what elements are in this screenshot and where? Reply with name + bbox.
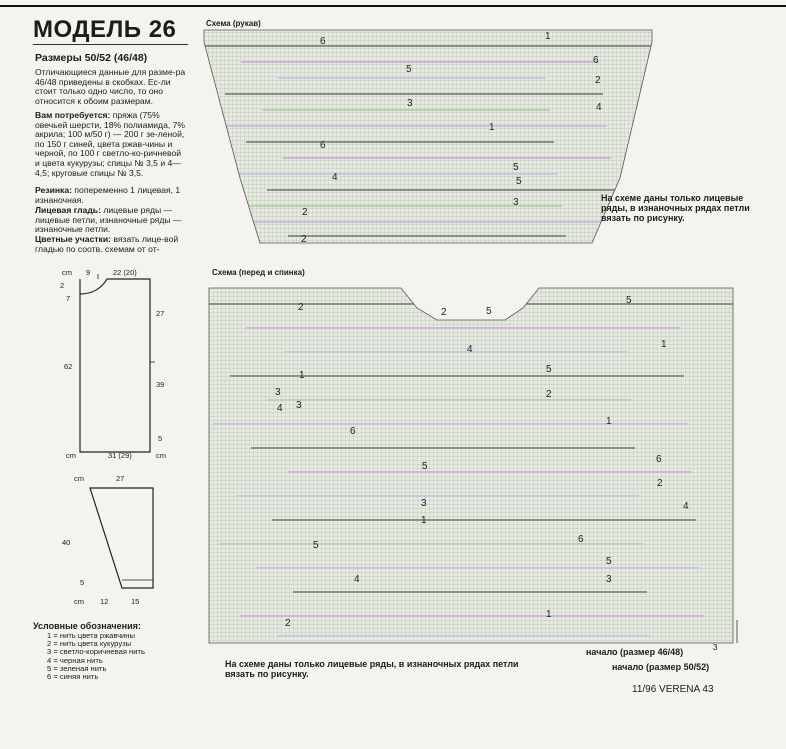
sleeve-color-number: 4	[596, 102, 602, 113]
body-color-number: 6	[656, 454, 662, 465]
body-color-number: 1	[299, 370, 305, 381]
body-color-number: 3	[296, 400, 302, 411]
stockinette-text: лицевые ряды — лицевые петли, изнаночные ряды — изнаночные петли.	[35, 205, 182, 235]
body-color-number: 3	[606, 574, 612, 585]
body-color-number: 4	[467, 344, 473, 355]
sleeve-color-number: 2	[595, 75, 601, 86]
top-rule	[0, 5, 786, 7]
body-color-number: 1	[546, 609, 552, 620]
body-color-number: 2	[298, 302, 304, 313]
legend-title: Условные обозначения:	[33, 621, 141, 631]
color-areas-label: Цветные участки:	[35, 234, 112, 244]
sleeve-chart-note: На схеме даны только лицевые ряды, в изнаночных рядах петли вязать по рисунку.	[601, 193, 750, 223]
sleeve-color-number: 4	[332, 172, 338, 183]
sleeve-color-number: 1	[545, 31, 551, 42]
body-chart-note: На схеме даны только лицевые ряды, в изнаночных рядах петли вязать по рисунку.	[225, 659, 519, 679]
body-color-number: 2	[441, 307, 447, 318]
front-dim-right-39: 39	[156, 380, 165, 389]
front-pattern-outline	[80, 279, 150, 452]
sleeve-chart-grid	[200, 28, 660, 248]
front-dim-bottom-unit-right: cm	[156, 451, 166, 460]
body-color-number: 6	[350, 426, 356, 437]
front-dim-left-2: 2	[60, 281, 65, 290]
body-color-number: 4	[354, 574, 360, 585]
sleeve-dim-left-40: 40	[62, 538, 71, 547]
sizes-heading: Размеры 50/52 (46/48)	[35, 52, 148, 64]
sleeve-chart-title: Схема (рукав)	[206, 19, 261, 28]
body-color-number: 4	[683, 501, 689, 512]
sleeve-dim-bottom-unit: cm	[74, 597, 84, 606]
sleeve-color-number: 6	[320, 36, 326, 47]
body-color-number: 3	[421, 498, 427, 509]
sleeve-dim-unit-top: cm	[74, 474, 84, 483]
body-chart	[205, 280, 745, 650]
body-color-number: 4	[277, 403, 283, 414]
title-underline	[33, 44, 188, 45]
body-color-number: 1	[421, 515, 427, 526]
sleeve-color-number: 6	[320, 140, 326, 151]
sleeve-color-number: 1	[489, 122, 495, 133]
legend-item: 4 = черная нить	[47, 655, 103, 665]
start-size-50: начало (размер 50/52)	[612, 662, 710, 672]
sleeve-color-number: 3	[407, 98, 413, 109]
sleeve-pattern-outline	[90, 488, 153, 588]
sleeve-color-number: 5	[516, 176, 522, 187]
legend-list	[47, 632, 145, 681]
body-chart-title: Схема (перед и спинка)	[212, 268, 305, 277]
rib-paragraph	[35, 186, 188, 205]
front-dim-top-right: 22 (20)	[113, 268, 137, 277]
rib-label: Резинка:	[35, 185, 72, 195]
legend-item: 6 = синяя нить	[47, 672, 99, 682]
page-title: МОДЕЛЬ 26	[33, 16, 177, 43]
body-color-number: 1	[606, 416, 612, 427]
stockinette-paragraph	[35, 206, 188, 235]
sleeve-color-number: 3	[513, 197, 519, 208]
body-color-number: 5	[486, 306, 492, 317]
body-color-number: 2	[285, 618, 291, 629]
sleeve-dim-top: 27	[116, 474, 125, 483]
front-dim-unit-top: cm	[62, 268, 72, 277]
body-color-number: 5	[422, 461, 428, 472]
body-color-number: 3	[275, 387, 281, 398]
body-color-number: 5	[626, 295, 632, 306]
body-color-number: 1	[661, 339, 667, 350]
body-color-number: 2	[657, 478, 663, 489]
front-dim-right-5: 5	[158, 434, 163, 443]
color-areas-paragraph	[35, 235, 188, 254]
sleeve-color-number: 5	[406, 64, 412, 75]
sleeve-color-number: 2	[301, 234, 307, 245]
front-dim-bottom-unit-left: cm	[66, 451, 76, 460]
materials-text: пряжа (75% овечьей шерсти, 18% полиамида, 7% акрила; 100 м/50 г) — 200 г зе-леной, по 150 г синей, цвета ржав-чины и черной, по 100 г светло-ко-ричневой и цвета кукурузы; спицы № 3,5 и 4—4,5; круговые спицы № 3,5.	[35, 110, 186, 178]
sleeve-dim-left-5: 5	[80, 578, 85, 587]
legend-item: 5 = зеленая нить	[47, 663, 107, 673]
intro-text: Отличающиеся данные для разме-ра 46/48 приведены в скобках. Ес-ли стоит только одно число, то оно относится к обоим размерам.	[35, 67, 186, 106]
materials-label: Вам потребуется:	[35, 110, 111, 120]
body-color-number: 6	[578, 534, 584, 545]
body-chart-grid	[205, 280, 745, 650]
body-color-number: 5	[606, 556, 612, 567]
front-dim-bottom-width: 31 (29)	[108, 451, 132, 460]
sleeve-dim-bottom-12: 12	[100, 597, 109, 606]
front-dim-right-27: 27	[156, 309, 165, 318]
legend-item: 3 = светло-коричневая нить	[47, 647, 145, 657]
sleeve-color-number: 6	[593, 55, 599, 66]
color-areas-text: вязать лице-вой гладью по соотв. схемам от от-	[35, 234, 179, 254]
sleeve-color-number: 5	[513, 162, 519, 173]
start-size-46-mark: 3	[713, 643, 718, 652]
legend-item: 2 = нить цвета кукурузы	[47, 639, 132, 649]
sleeve-pattern-diagram	[60, 470, 170, 605]
materials-paragraph	[35, 111, 188, 178]
stockinette-label: Лицевая гладь:	[35, 205, 101, 215]
sleeve-color-number: 2	[302, 207, 308, 218]
sleeve-chart	[200, 28, 660, 248]
rib-text: попеременно 1 лицевая, 1 изнаночная.	[35, 185, 181, 205]
front-dim-left-62: 62	[64, 362, 73, 371]
legend-item: 1 = нить цвета ржавчины	[47, 631, 135, 640]
body-color-number: 2	[546, 389, 552, 400]
sleeve-dim-bottom-15: 15	[131, 597, 140, 606]
start-size-46: начало (размер 46/48)	[586, 647, 684, 657]
body-color-number: 5	[546, 364, 552, 375]
page-footer: 11/96 VERENA 43	[632, 684, 714, 695]
front-dim-top-left: 9	[86, 268, 91, 277]
body-color-number: 5	[313, 540, 319, 551]
front-dim-left-7: 7	[66, 294, 71, 303]
